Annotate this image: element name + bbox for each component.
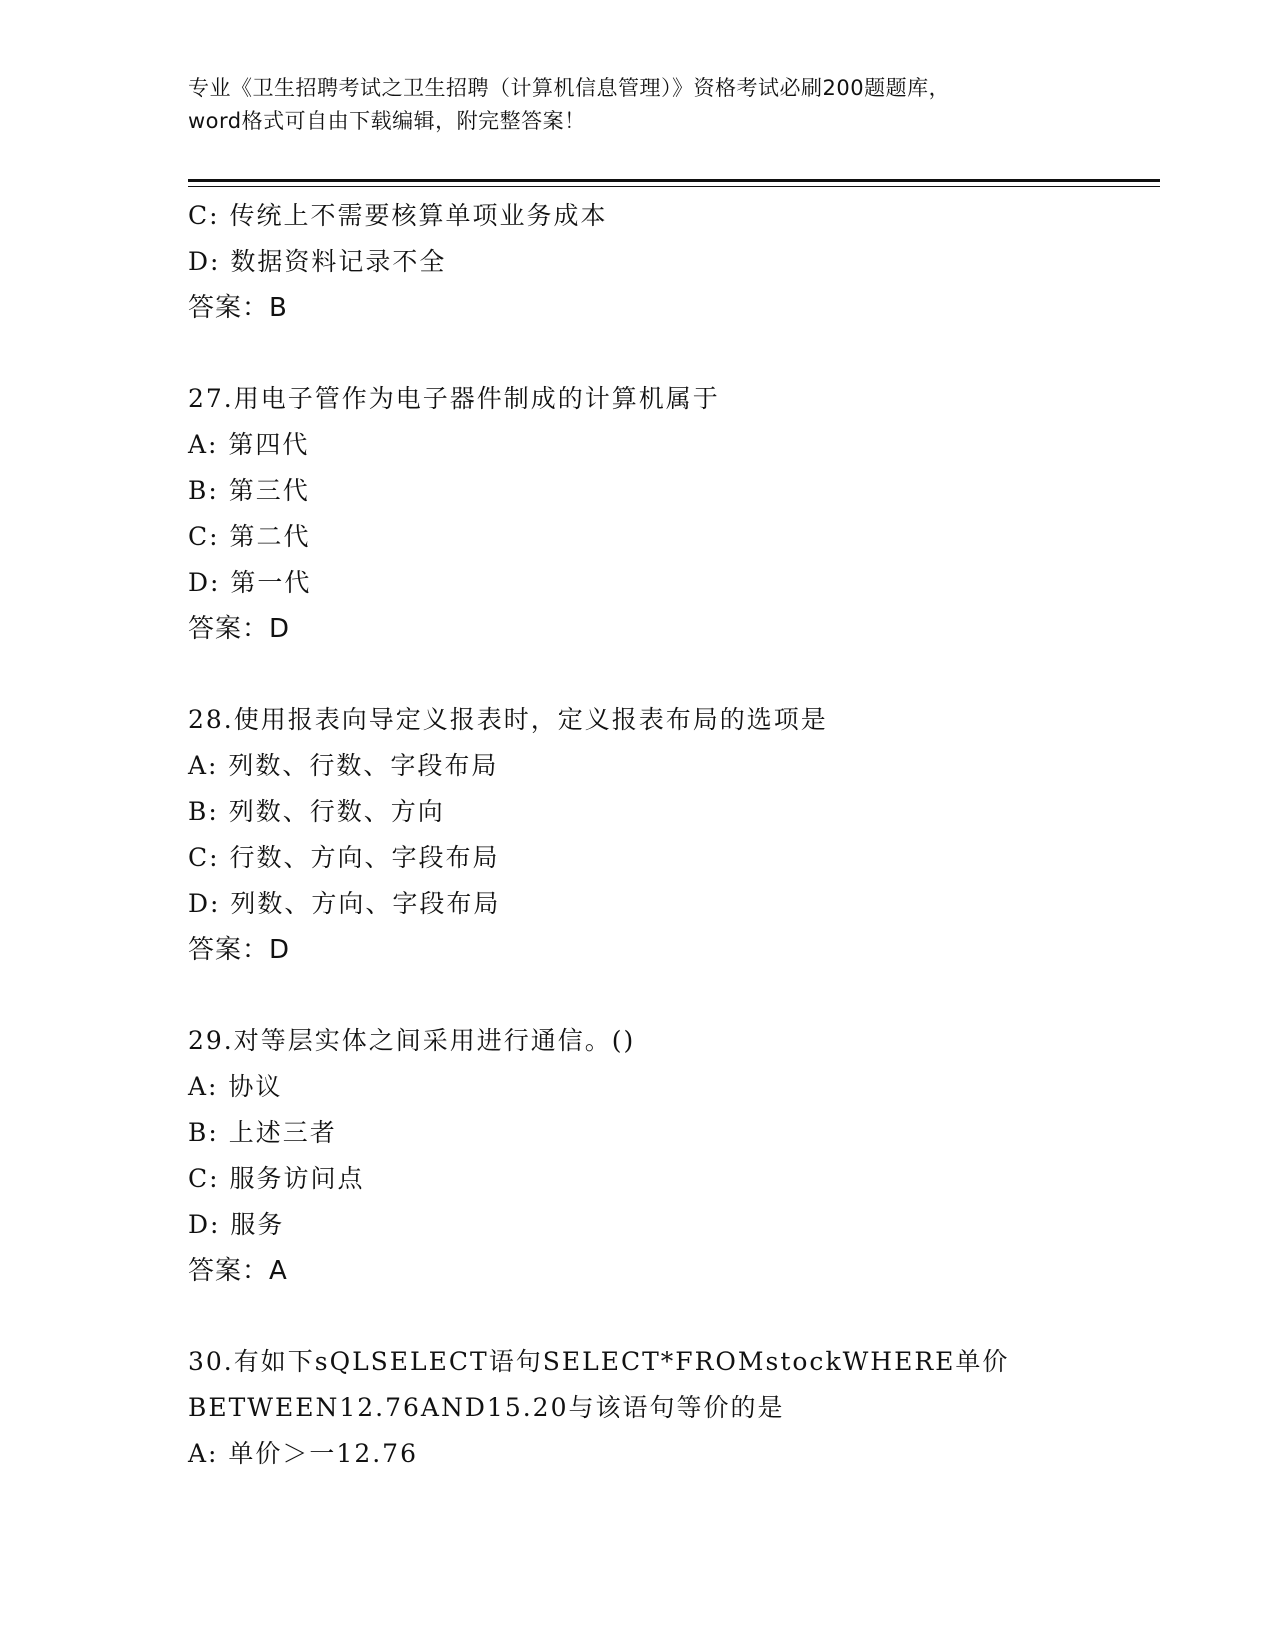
answer: 答案：B: [188, 293, 288, 323]
question-26-tail: [188, 193, 1148, 331]
question-text-line-1: 30.有如下sQLSELECT语句SELECT*FROMstockWHERE单价: [188, 1347, 1010, 1376]
question-text: 29.对等层实体之间采用进行通信。(): [188, 1026, 636, 1055]
question-27: [188, 376, 1148, 652]
option-a: A: 协议: [188, 1072, 283, 1101]
header-divider-thick: [188, 179, 1160, 182]
option-d: D: 服务: [188, 1210, 285, 1239]
option-b: B: 列数、行数、方向: [188, 797, 445, 826]
header-divider-thin: [188, 186, 1160, 187]
question-text-line-2: BETWEEN12.76AND15.20与该语句等价的是: [188, 1393, 785, 1422]
answer: 答案：D: [188, 935, 291, 965]
question-28: [188, 697, 1148, 973]
answer: 答案：D: [188, 614, 291, 644]
option-a: A: 列数、行数、字段布局: [188, 751, 499, 780]
option-c: C: 传统上不需要核算单项业务成本: [188, 201, 608, 230]
question-text: 28.使用报表向导定义报表时，定义报表布局的选项是: [188, 705, 828, 734]
option-c: C: 服务访问点: [188, 1164, 365, 1193]
option-d: D: 第一代: [188, 568, 312, 597]
spacer: [188, 652, 1148, 697]
question-30: [188, 1339, 1148, 1477]
question-text: 27.用电子管作为电子器件制成的计算机属于: [188, 384, 720, 413]
option-b: B: 第三代: [188, 476, 310, 505]
document-header: [188, 72, 1148, 138]
header-line-1: 专业《卫生招聘考试之卫生招聘（计算机信息管理）》资格考试必刷200题题库，: [188, 76, 951, 100]
spacer: [188, 973, 1148, 1018]
option-d: D: 列数、方向、字段布局: [188, 889, 501, 918]
option-c: C: 第二代: [188, 522, 311, 551]
option-c: C: 行数、方向、字段布局: [188, 843, 500, 872]
answer: 答案：A: [188, 1256, 288, 1286]
spacer: [188, 1294, 1148, 1339]
spacer: [188, 331, 1148, 376]
option-b: B: 上述三者: [188, 1118, 337, 1147]
question-29: [188, 1018, 1148, 1294]
question-list: [188, 193, 1148, 1477]
option-a: A: 单价＞一12.76: [188, 1439, 418, 1468]
header-line-2: word格式可自由下载编辑，附完整答案！: [188, 109, 586, 133]
option-d: D: 数据资料记录不全: [188, 247, 447, 276]
option-a: A: 第四代: [188, 430, 310, 459]
